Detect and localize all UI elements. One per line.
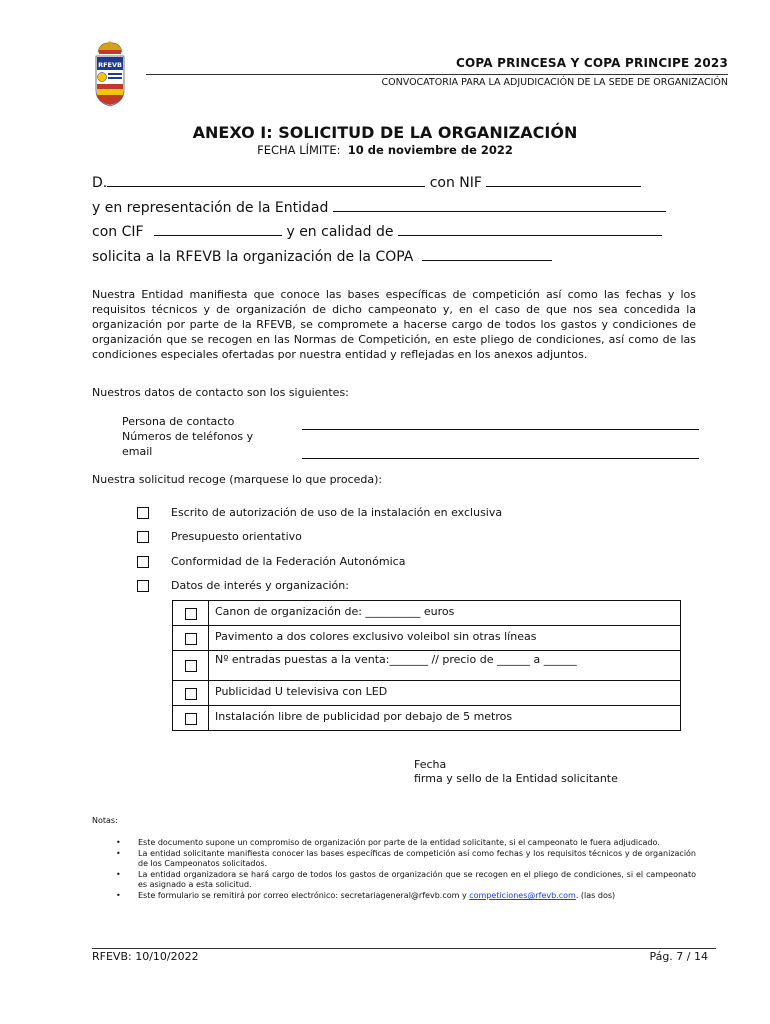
bullet-icon: • — [116, 870, 121, 879]
header-divider — [146, 74, 728, 75]
deadline-label: FECHA LÍMITE: — [257, 143, 341, 157]
body-paragraph: Nuestra Entidad manifiesta que conoce las bases específicas de competición así como las fechas y los requisitos técnicos y de organización de dicho campeonato y, en el caso de que nos sea concedida la organización por parte de la RFEVB, se compromete a hacerse cargo de todos los gastos y condiciones de organización que se recogen en las Normas de Competición, en este pliego de condiciones, así como de las condiciones especiales ofertadas por nuestra entidad y reflejadas en los anexos adjuntos. — [92, 288, 696, 361]
signature-date-label: Fecha — [414, 758, 447, 771]
bullet-icon: • — [116, 838, 121, 847]
page-number: Pág. 7 / 14 — [649, 950, 708, 963]
capacity-blank[interactable] — [398, 222, 662, 236]
contact-person-label: Persona de contacto — [122, 415, 235, 428]
nif-label: con NIF — [429, 175, 482, 191]
bullet-icon: • — [116, 891, 121, 900]
list-item: • Este formulario se remitirá por correo electrónico: secretariageneral@rfevb.com y competiciones@rfevb.com. (las dos) — [116, 891, 616, 900]
checkbox-led-advertising[interactable] — [185, 688, 197, 700]
tickets-label: Nº entradas puestas a la venta:_______ // precio de ______ a ______ — [209, 651, 681, 681]
deadline — [0, 143, 770, 157]
footer-date: RFEVB: 10/10/2022 — [92, 950, 199, 963]
checkbox-tickets[interactable] — [185, 660, 197, 672]
checkbox-fee[interactable] — [185, 608, 197, 620]
checkbox-authorization[interactable] — [137, 507, 149, 519]
checkbox-interest-data[interactable] — [137, 580, 149, 592]
name-prefix: D. — [92, 175, 108, 191]
checkbox-federation[interactable] — [137, 556, 149, 568]
footer-divider — [92, 948, 716, 949]
annex-title: ANEXO I: SOLICITUD DE LA ORGANIZACIÓN — [192, 123, 578, 142]
list-item: • Este documento supone un compromiso de organización por parte de la entidad solicitante, si el campeonato le fuera adjudicado. — [116, 838, 660, 847]
table-row — [173, 626, 681, 651]
checkbox-budget-label: Presupuesto orientativo — [171, 530, 302, 543]
form-line-cif — [92, 222, 662, 240]
checkbox-no-advertising[interactable] — [185, 713, 197, 725]
table-row — [173, 651, 681, 681]
capacity-label: y en calidad de — [286, 224, 394, 240]
checkbox-floor[interactable] — [185, 633, 197, 645]
entity-blank[interactable] — [333, 198, 666, 212]
header-title: COPA PRINCESA Y COPA PRINCIPE 2023 — [455, 56, 728, 70]
checkbox-federation-label: Conformidad de la Federación Autonómica — [171, 555, 406, 568]
notes-list — [116, 838, 696, 902]
nif-blank[interactable] — [486, 173, 641, 187]
contact-person-field[interactable] — [302, 429, 699, 430]
request-label: solicita a la RFEVB la organización de la COPA — [92, 249, 414, 265]
checkbox-interest-data-label: Datos de interés y organización: — [171, 579, 349, 592]
table-row — [173, 681, 681, 706]
fee-label: Canon de organización de: __________ euros — [209, 601, 681, 626]
contact-intro: Nuestros datos de contacto son los siguientes: — [92, 386, 349, 399]
no-advertising-label: Instalación libre de publicidad por debajo de 5 metros — [209, 706, 681, 731]
notes-title: Notas: — [92, 816, 118, 825]
led-advertising-label: Publicidad U televisiva con LED — [209, 681, 681, 706]
competiciones-email-link[interactable]: competiciones@rfevb.com — [469, 891, 576, 900]
floor-label: Pavimento a dos colores exclusivo voleibol sin otras líneas — [209, 626, 681, 651]
checkbox-budget[interactable] — [137, 531, 149, 543]
header-subtitle: CONVOCATORIA PARA LA ADJUDICACIÓN DE LA SEDE DE ORGANIZACIÓN — [381, 77, 728, 88]
deadline-value: 10 de noviembre de 2022 — [347, 143, 513, 157]
organization-details-table — [172, 600, 681, 731]
entity-label: y en representación de la Entidad — [92, 200, 329, 216]
list-item: • La entidad organizadora se hará cargo de todos los gastos de organización que se recogen en el pliego de condiciones, si el campeonato es asignado a esta solicitud. — [116, 870, 696, 889]
cif-label: con CIF — [92, 224, 144, 240]
contact-phones-email-field[interactable] — [302, 458, 699, 459]
signature-label: firma y sello de la Entidad solicitante — [414, 772, 618, 785]
contact-email-label: email — [122, 445, 153, 458]
contact-phones-label: Números de teléfonos y — [122, 430, 254, 443]
form-line-entity — [92, 198, 666, 216]
bullet-icon: • — [116, 849, 121, 858]
list-item: • La entidad solicitante manifiesta conocer las bases específicas de competición así como fechas y los requisitos técnicos y de organización de los Campeonatos solicitados. — [116, 849, 696, 868]
cif-blank[interactable] — [154, 222, 282, 236]
rfevb-crest-logo — [92, 40, 128, 108]
table-row — [173, 601, 681, 626]
svg-text:RFEVB: RFEVB — [98, 61, 122, 69]
table-row — [173, 706, 681, 731]
request-intro: Nuestra solicitud recoge (marquese lo que proceda): — [92, 473, 383, 486]
checkbox-authorization-label: Escrito de autorización de uso de la instalación en exclusiva — [171, 506, 503, 519]
form-line-name — [92, 173, 641, 191]
name-blank[interactable] — [107, 173, 425, 187]
cup-blank[interactable] — [422, 247, 552, 261]
form-line-request — [92, 247, 552, 265]
